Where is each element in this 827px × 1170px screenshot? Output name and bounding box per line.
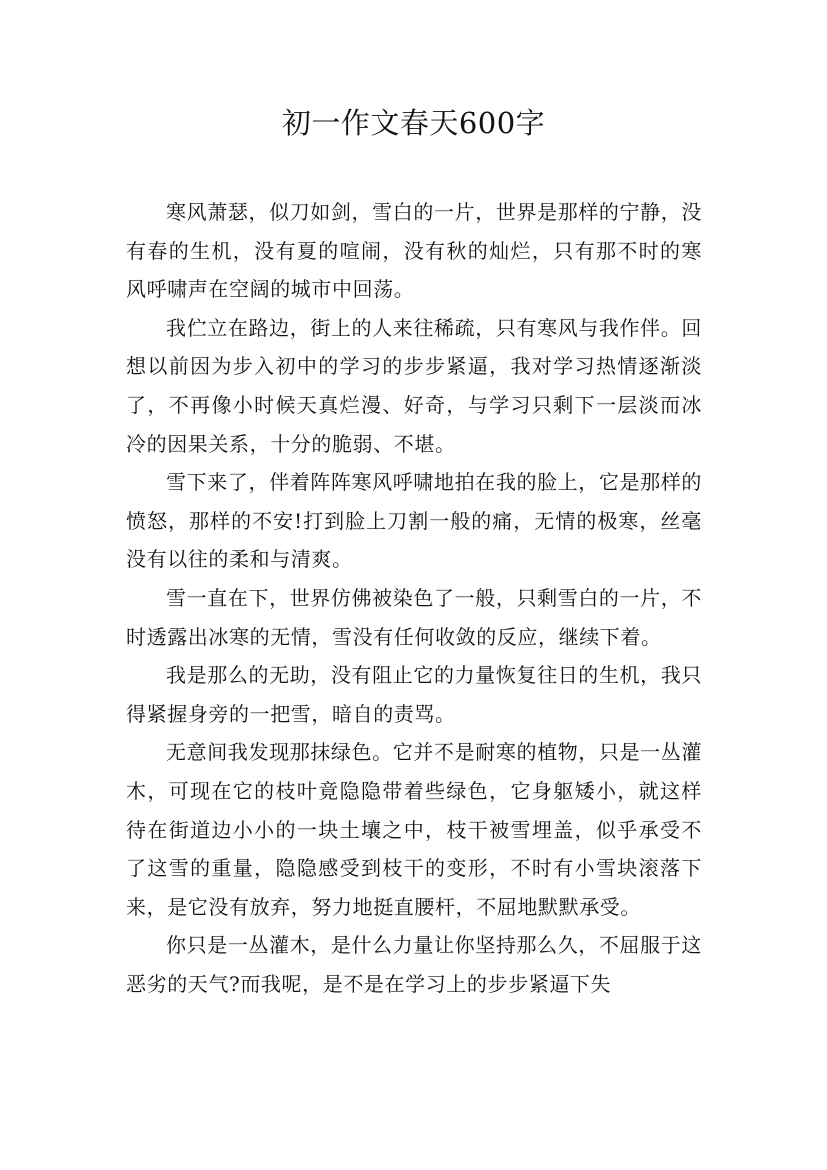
paragraph: 我伫立在路边，街上的人来往稀疏，只有寒风与我作伴。回想以前因为步入初中的学习的步步紧逼，我对学习热情逐渐淡了，不再像小时候天真烂漫、好奇，与学习只剩下一层淡而冰冷的因果关系，十分的脆弱、不堪。 (126, 315, 702, 456)
paragraph: 无意间我发现那抹绿色。它并不是耐寒的植物，只是一丛灌木，可现在它的枝叶竟隐隐带着些绿色，它身躯矮小，就这样待在街道边小小的一块土壤之中，枝干被雪埋盖，似乎承受不了这雪的重量，隐隐感受到枝干的变形，不时有小雪块滚落下来，是它没有放弃，努力地挺直腰杆，不屈地默默承受。 (126, 740, 702, 919)
document-title: 初一作文春天600字 (281, 106, 546, 140)
document-body (126, 193, 702, 1003)
paragraph: 我是那么的无助，没有阻止它的力量恢复往日的生机，我只得紧握身旁的一把雪，暗自的责骂。 (126, 663, 702, 726)
paragraph: 雪一直在下，世界仿佛被染色了一般，只剩雪白的一片，不时透露出冰寒的无情，雪没有任何收敛的反应，继续下着。 (126, 585, 702, 649)
paragraph: 你只是一丛灌木，是什么力量让你坚持那么久，不屈服于这恶劣的天气?而我呢，是不是在学习上的步步紧逼下失 (126, 933, 702, 996)
paragraph: 寒风萧瑟，似刀如剑，雪白的一片，世界是那样的宁静，没有春的生机，没有夏的喧闹，没有秋的灿烂，只有那不时的寒风呼啸声在空阔的城市中回荡。 (126, 200, 702, 302)
paragraph: 雪下来了，伴着阵阵寒风呼啸地拍在我的脸上，它是那样的愤怒，那样的不安!打到脸上刀割一般的痛，无情的极寒，丝毫没有以往的柔和与清爽。 (126, 470, 702, 572)
